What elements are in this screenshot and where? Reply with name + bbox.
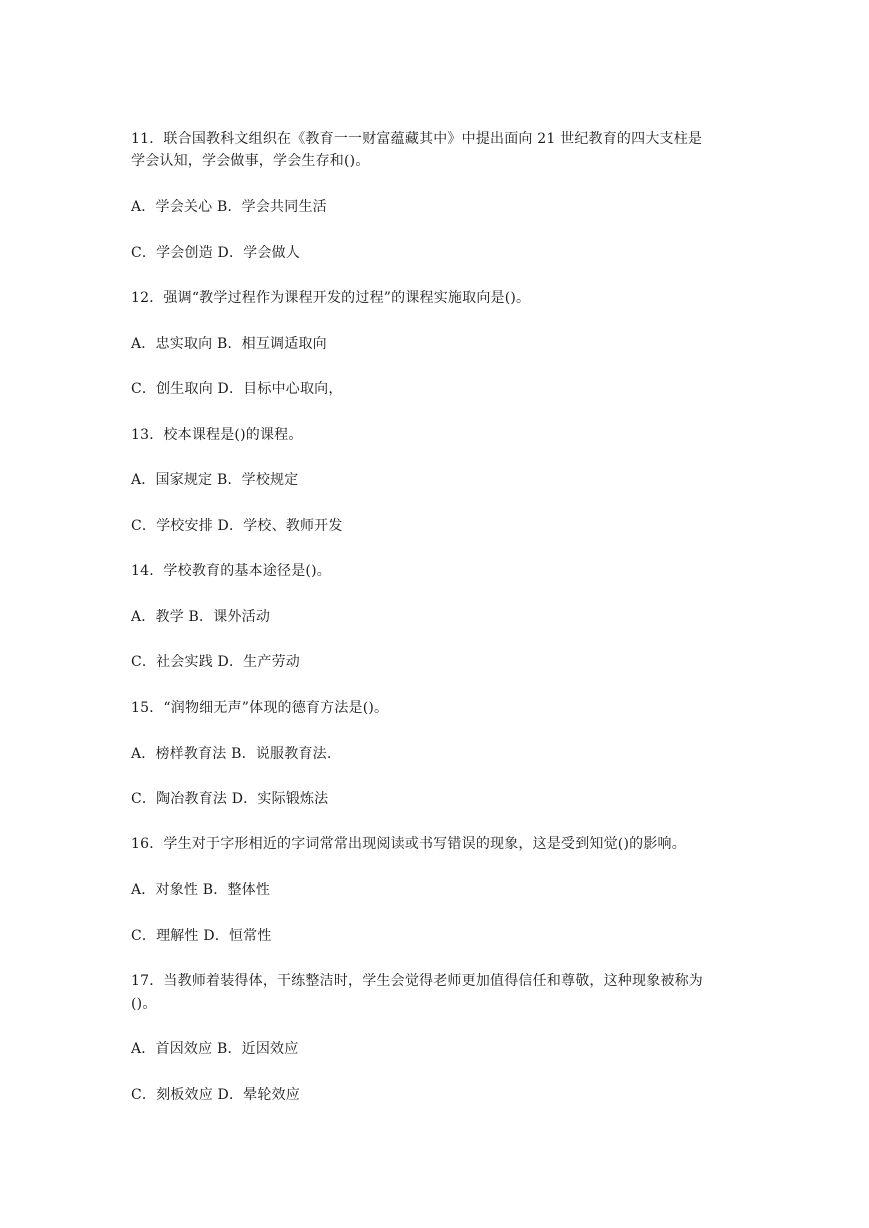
question-13-stem: 13．校本课程是()的课程。 [131,427,303,443]
question-15-stem: 15．“润物细无声”体现的德育方法是()。 [131,700,389,716]
question-16-stem: 16．学生对于字形相近的字词常常出现阅读或书写错误的现象，这是受到知觉()的影响。 [131,836,686,852]
question-17-options-ab: A．首因效应 B．近因效应 [131,1041,299,1057]
question-11-stem-line-2: 学会认知，学会做事，学会生存和()。 [131,153,370,169]
question-13-options-ab: A．国家规定 B．学校规定 [131,472,299,488]
question-13-options-cd: C．学校安排 D．学校、教师开发 [131,518,343,534]
question-16-options-cd: C．理解性 D．恒常性 [131,928,272,944]
question-17-stem-line-2: ()。 [131,996,157,1012]
question-17-options-cd: C．刻板效应 D．晕轮效应 [131,1087,300,1103]
question-11-options-ab: A．学会关心 B．学会共同生活 [131,199,327,215]
question-14-options-cd: C．社会实践 D．生产劳动 [131,654,300,670]
question-14-stem: 14．学校教育的基本途径是()。 [131,563,331,579]
question-15-options-cd: C．陶冶教育法 D．实际锻炼法 [131,791,329,807]
question-15-options-ab: A．榜样教育法 B．说服教育法. [131,746,332,762]
question-11-options-cd: C．学会创造 D．学会做人 [131,245,300,261]
question-16-options-ab: A．对象性 B．整体性 [131,882,271,898]
question-11-stem-line-1: 11．联合国教科文组织在《教育一一财富蕴藏其中》中提出面向 21 世纪教育的四大支柱是 [131,131,703,147]
question-14-options-ab: A．教学 B．课外活动 [131,609,271,625]
question-12-options-cd: C．创生取向 D．目标中心取向， [131,381,343,397]
question-17-stem-line-1: 17．当教师着装得体，干练整洁时，学生会觉得老师更加值得信任和尊敬，这种现象被称为 [131,973,704,989]
question-12-stem: 12．强调“教学过程作为课程开发的过程”的课程实施取向是()。 [131,290,531,306]
question-12-options-ab: A．忠实取向 B．相互调适取向 [131,336,327,352]
